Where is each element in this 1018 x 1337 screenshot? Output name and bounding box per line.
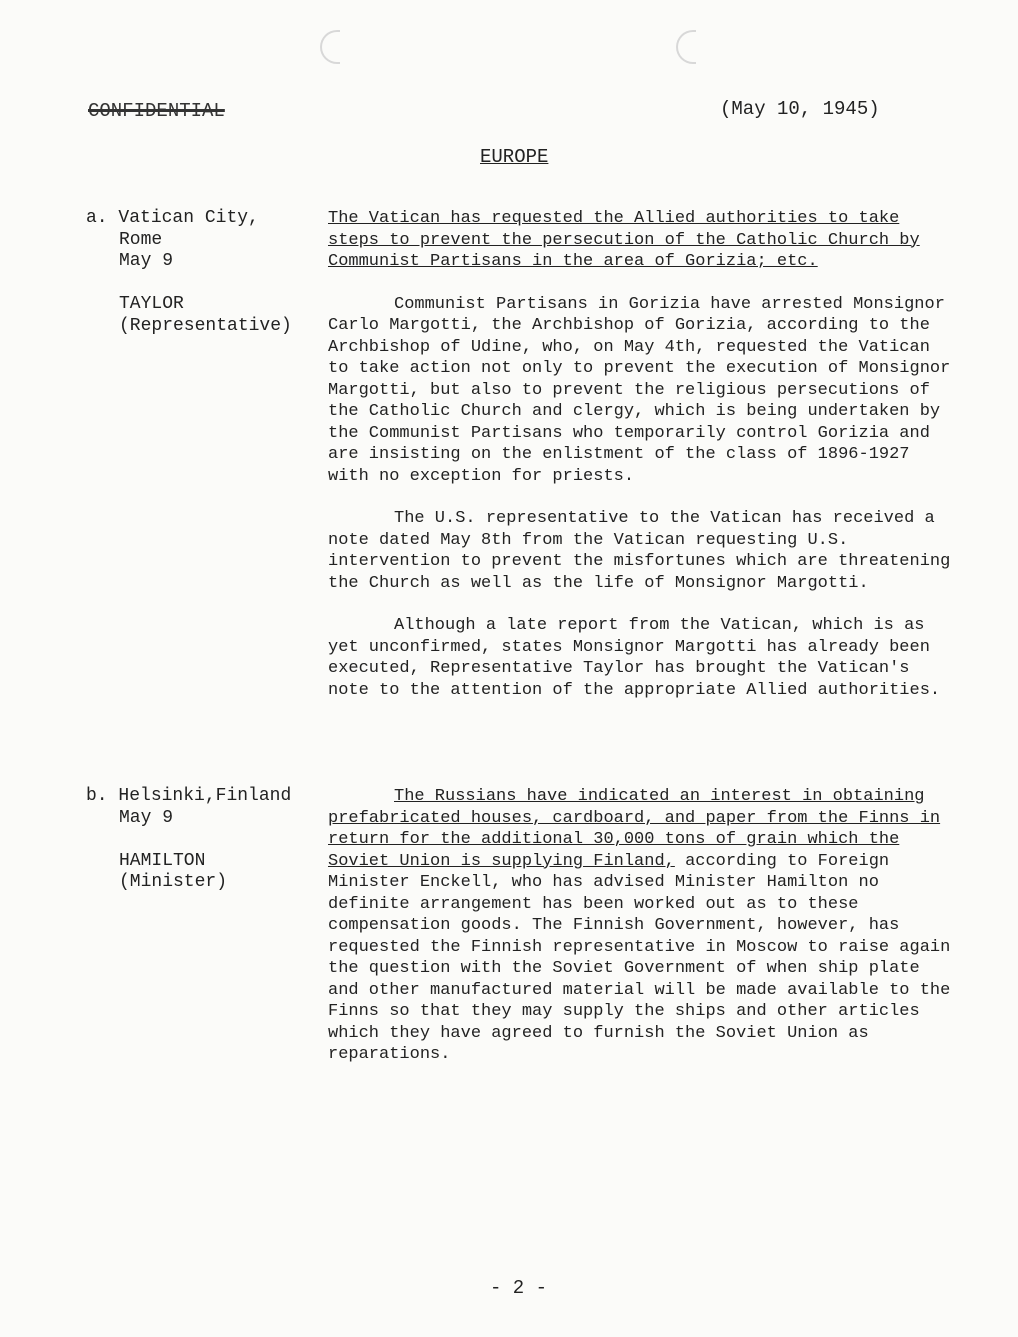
entry-b-text	[328, 786, 958, 1066]
entry-summary: The Vatican has requested the Allied authorities to take steps to prevent the persecution of the Catholic Church by Communist Partisans in the area of Gorizia; etc.	[328, 209, 920, 271]
entry-dateline: May 9	[119, 807, 174, 828]
entry-letter: b.	[86, 786, 108, 806]
punch-hole-mark	[320, 30, 340, 64]
entry-source-role: (Minister)	[119, 872, 228, 892]
entry-source-name: HAMILTON	[119, 850, 206, 871]
entry-letter: a.	[86, 208, 108, 228]
page-number: - 2 -	[490, 1277, 548, 1299]
entry-location-line2: Rome	[119, 229, 163, 250]
entry-body: according to Foreign Minister Enckell, who has advised Minister Hamilton no definite arrangement has been worked out as to these compensation goods. The Finnish Government, however, has requested the Finnish representative in Moscow to raise again the question with the Soviet Government of when ship plate and other manufactured material will be made available to the Finns so that they may supply the ships and other articles which they have agreed to furnish the Soviet Union as reparations.	[328, 851, 951, 1064]
entry-paragraph: Communist Partisans in Gorizia have arrested Monsignor Carlo Margotti, the Archbishop of Gorizia, according to the Archbishop of Udine, who, on May 4th, requested the Vatican to take action not only to prevent the execution of Monsignor Margotti, but also to prevent the religious persecutions of the Catholic Church and clergy, which is being undertaken by the Communist Partisans who temporarily control Gorizia and are insisting on the enlistment of the class of 1896-1927 with no exception for priests.	[328, 294, 951, 486]
entry-paragraph: The U.S. representative to the Vatican has received a note dated May 8th from the Vatican requesting U.S. intervention to prevent the misfortunes which are threatening the Church as well as the life of Monsignor Margotti.	[328, 509, 951, 593]
section-heading: EUROPE	[480, 146, 549, 168]
entry-location: Vatican City,	[118, 208, 259, 228]
punch-hole-mark	[676, 30, 696, 64]
entry-a-text	[328, 208, 958, 701]
entry-source-name: TAYLOR	[119, 294, 184, 314]
entry-paragraph	[328, 786, 958, 1066]
entry-summary: The Russians have indicated an interest in obtaining prefabricated houses, cardboard, and paper from the Finns in return for the additional 30,000 tons of grain which the Soviet Union is supplying Finland,	[328, 787, 941, 871]
entry-a-meta	[86, 208, 292, 337]
document-date: (May 10, 1945)	[720, 98, 880, 120]
entry-dateline: May 9	[119, 251, 174, 271]
entry-b-meta	[86, 786, 291, 894]
classification-stamp: CONFIDENTIAL	[88, 100, 225, 122]
entry-source-role: (Representative)	[119, 315, 292, 336]
entry-paragraph: Although a late report from the Vatican, which is as yet unconfirmed, states Monsignor Margotti has already been executed, Representative Taylor has brought the Vatican's note to the attention of the appropriate Allied authorities.	[328, 616, 941, 700]
entry-location: Helsinki,Finland	[118, 786, 292, 806]
